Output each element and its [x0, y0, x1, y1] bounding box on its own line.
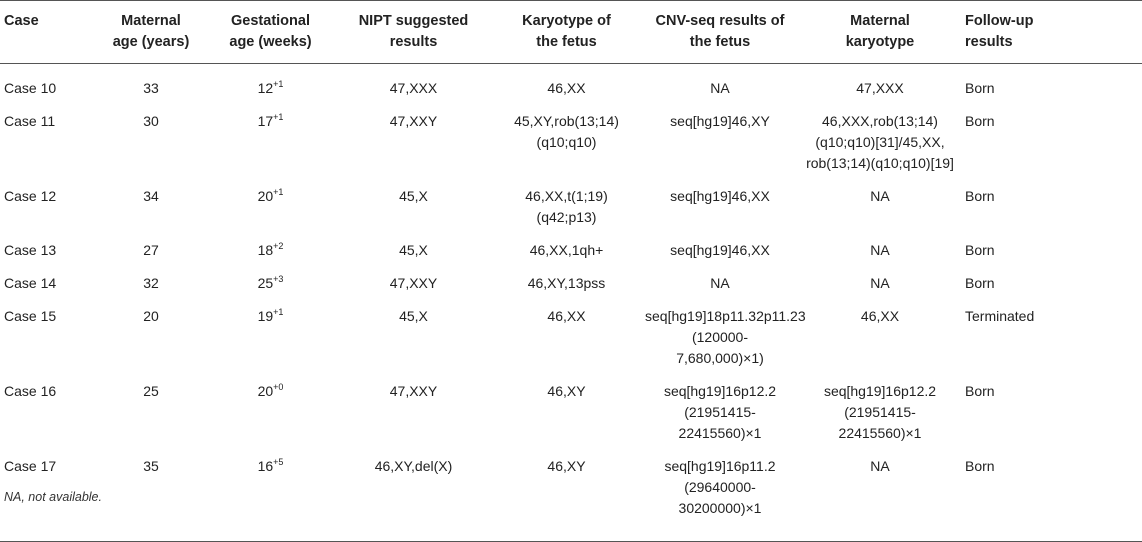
- cell-case: Case 12: [4, 188, 57, 204]
- cell-maternal-age: 27: [143, 242, 159, 258]
- cell-cnv-seq: seq[hg19]16p11.2 (29640000- 30200000)×1: [664, 458, 776, 516]
- header-case: Case: [4, 13, 39, 29]
- table-header: [0, 1, 1142, 64]
- gestational-days-superscript: +2: [273, 241, 284, 251]
- table-row: [0, 105, 1142, 180]
- gestational-weeks: 20: [257, 383, 274, 399]
- gestational-weeks: 12: [257, 80, 274, 96]
- cell-maternal-karyotype: 47,XXX: [856, 80, 904, 96]
- cell-cnv-seq: seq[hg19]18p11.32p11.23 (120000- 7,680,000)×1): [645, 308, 806, 366]
- header-maternal-karyotype: Maternal karyotype: [845, 13, 915, 50]
- table-row: [0, 300, 1142, 375]
- header-cnv-seq: CNV-seq results of the fetus: [655, 13, 785, 50]
- gestational-weeks: 18: [257, 242, 274, 258]
- cell-gestational-age: [202, 300, 339, 375]
- gestational-weeks: 20: [257, 188, 274, 204]
- cell-follow-up: Terminated: [965, 308, 1035, 324]
- cell-maternal-age: 33: [143, 80, 159, 96]
- cell-maternal-karyotype: 46,XX: [860, 308, 900, 324]
- cell-case: Case 13: [4, 242, 57, 258]
- cell-maternal-age: 35: [143, 458, 159, 474]
- cell-follow-up: Born: [965, 458, 995, 474]
- cell-nipt: 45,X: [399, 308, 428, 324]
- cell-case: Case 10: [4, 80, 57, 96]
- table-row: [0, 450, 1142, 542]
- cell-nipt: 47,XXY: [389, 275, 438, 291]
- table-row: [0, 234, 1142, 267]
- cell-nipt: 47,XXY: [389, 113, 438, 129]
- gestational-days-superscript: +1: [273, 112, 284, 122]
- cell-cnv-seq: seq[hg19]46,XY: [670, 113, 770, 129]
- gestational-weeks: 25: [257, 275, 274, 291]
- cell-karyotype-fetus: 46,XY: [547, 383, 586, 399]
- cell-karyotype-fetus: 46,XY: [547, 458, 586, 474]
- cell-nipt: 45,X: [399, 242, 428, 258]
- header-follow-up: Follow-up results: [965, 13, 1034, 50]
- table-row: [0, 375, 1142, 450]
- cell-karyotype-fetus: 46,XX: [547, 308, 586, 324]
- cell-karyotype-fetus: 46,XX,t(1;19) (q42;p13): [525, 188, 608, 225]
- gestational-weeks: 19: [257, 308, 274, 324]
- gestational-days-superscript: +1: [273, 79, 284, 89]
- gestational-weeks: 16: [257, 458, 274, 474]
- cell-maternal-age: 32: [143, 275, 159, 291]
- gestational-days-superscript: +1: [273, 187, 284, 197]
- cell-maternal-age: 25: [143, 383, 159, 399]
- cell-karyotype-fetus: 46,XY,13pss: [527, 275, 606, 291]
- header-karyotype-fetus: Karyotype of the fetus: [522, 13, 611, 50]
- cell-nipt: 47,XXX: [389, 80, 438, 96]
- cell-maternal-karyotype: seq[hg19]16p12.2 (21951415- 22415560)×1: [823, 383, 937, 441]
- cell-nipt: 45,X: [399, 188, 428, 204]
- header-nipt: NIPT suggested results: [358, 13, 469, 50]
- cell-nipt: 46,XY,del(X): [374, 458, 453, 474]
- cell-follow-up: Born: [965, 188, 995, 204]
- cell-cnv-seq: seq[hg19]16p12.2 (21951415- 22415560)×1: [663, 383, 777, 441]
- table-body: [0, 64, 1142, 542]
- cell-follow-up: Born: [965, 242, 995, 258]
- cell-case: Case 14: [4, 275, 57, 291]
- cell-case: Case 11: [4, 113, 56, 129]
- cell-maternal-karyotype: NA: [870, 188, 890, 204]
- cell-case: Case 17: [4, 458, 57, 474]
- cell-nipt: 47,XXY: [389, 383, 438, 399]
- table-row: [0, 267, 1142, 300]
- cell-follow-up: Born: [965, 275, 995, 291]
- cell-maternal-karyotype: 46,XXX,rob(13;14) (q10;q10)[31]/45,XX, rob(13;14)(q10;q10)[19]: [806, 113, 954, 171]
- table-footnote: NA, not available.: [4, 490, 102, 504]
- cell-gestational-age: [202, 375, 339, 450]
- cell-gestational-age: [202, 64, 339, 106]
- gestational-days-superscript: +3: [273, 274, 284, 284]
- table-row: [0, 64, 1142, 106]
- cell-maternal-karyotype: NA: [870, 242, 890, 258]
- cell-case: Case 15: [4, 308, 57, 324]
- gestational-days-superscript: +1: [273, 307, 284, 317]
- cell-maternal-karyotype: NA: [870, 275, 890, 291]
- cell-follow-up: Born: [965, 383, 995, 399]
- cell-cnv-seq: NA: [710, 80, 730, 96]
- gestational-days-superscript: +5: [273, 457, 284, 467]
- table-row: [0, 180, 1142, 234]
- cell-follow-up: Born: [965, 80, 995, 96]
- cell-karyotype-fetus: 45,XY,rob(13;14) (q10;q10): [514, 113, 619, 150]
- cell-maternal-karyotype: NA: [870, 458, 890, 474]
- cell-gestational-age: [202, 234, 339, 267]
- cell-cnv-seq: seq[hg19]46,XX: [670, 188, 770, 204]
- cell-gestational-age: [202, 267, 339, 300]
- cell-gestational-age: [202, 180, 339, 234]
- cell-karyotype-fetus: 46,XX: [547, 80, 586, 96]
- cell-case: Case 16: [4, 383, 57, 399]
- cell-cnv-seq: NA: [710, 275, 730, 291]
- header-maternal-age: Maternal age (years): [112, 13, 190, 50]
- gestational-days-superscript: +0: [273, 382, 284, 392]
- cell-follow-up: Born: [965, 113, 995, 129]
- cell-karyotype-fetus: 46,XX,1qh+: [529, 242, 604, 258]
- header-gestational-age: Gestational age (weeks): [229, 13, 312, 50]
- cell-cnv-seq: seq[hg19]46,XX: [670, 242, 770, 258]
- cell-maternal-age: 30: [143, 113, 159, 129]
- cell-maternal-age: 34: [143, 188, 159, 204]
- gestational-weeks: 17: [257, 113, 274, 129]
- cell-gestational-age: [202, 105, 339, 180]
- cell-maternal-age: 20: [143, 308, 159, 324]
- cell-gestational-age: [202, 450, 339, 542]
